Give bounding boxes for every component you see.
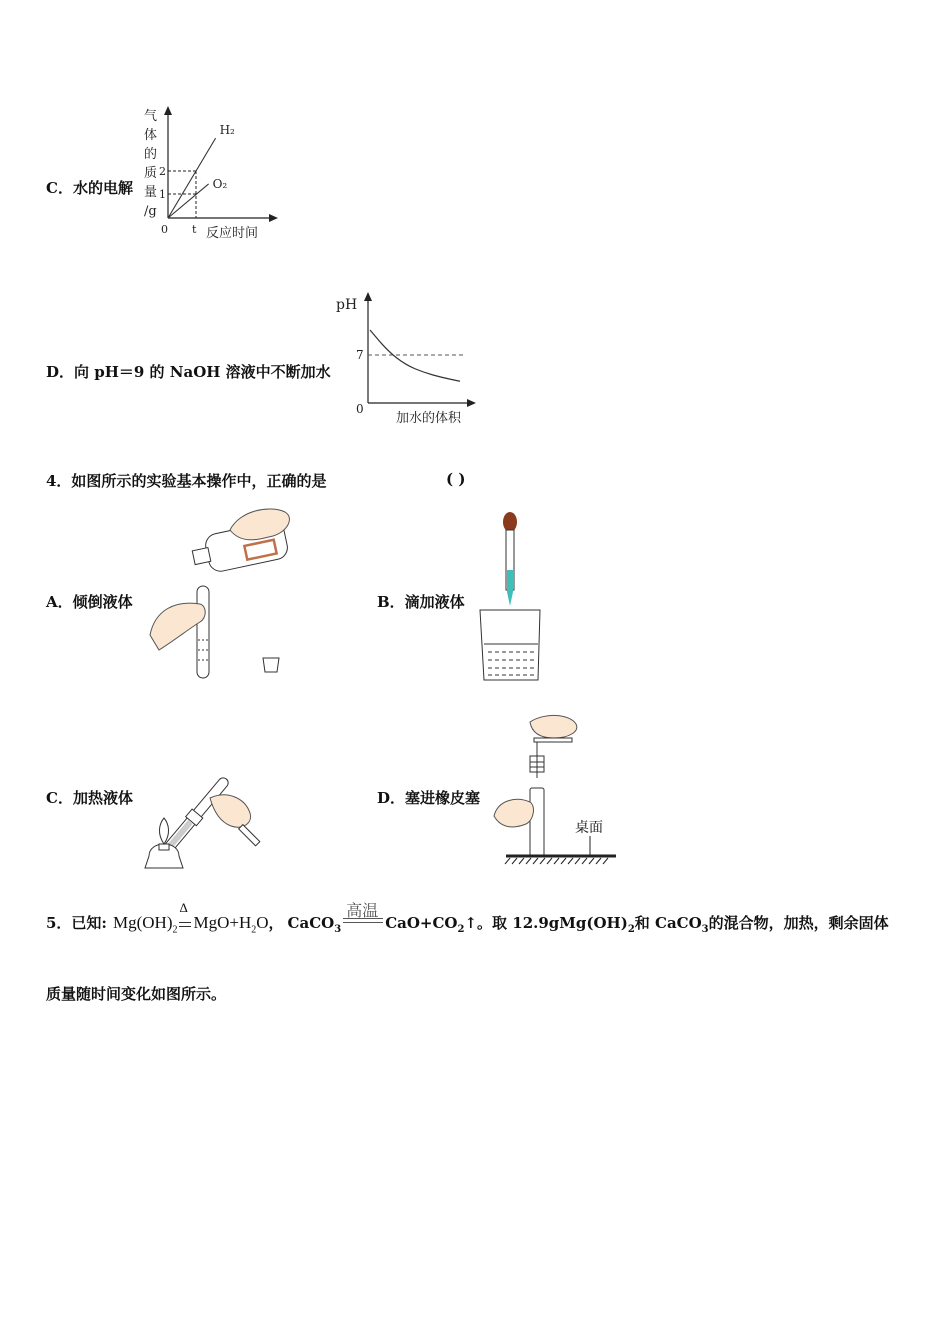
desk-hatching <box>505 858 608 864</box>
y-tick-1: 1 <box>159 188 166 201</box>
option-a-label: A．倾倒液体 <box>46 593 133 611</box>
option-c-water-electrolysis: C．水的电解 <box>46 179 133 197</box>
hatch-line <box>561 858 566 864</box>
hatch-line <box>533 858 538 864</box>
hand-top <box>530 715 577 738</box>
bottle-stopper <box>263 658 279 672</box>
mid-sub: 3 <box>701 924 709 935</box>
mg-sub: 2 <box>627 924 635 935</box>
x-axis-arrow <box>269 214 278 222</box>
hatch-line <box>575 858 580 864</box>
pouring-liquid-illustration <box>145 500 305 685</box>
y-label-char: /g <box>144 204 157 219</box>
q5-comma: ， <box>268 914 284 932</box>
series-line-o2 <box>168 184 209 218</box>
x-axis-label: 加水的体积 <box>396 411 462 426</box>
glass-tube <box>534 738 572 742</box>
hatch-line <box>603 858 608 864</box>
option-b-label: B．滴加液体 <box>377 593 465 611</box>
x-tick-t: t <box>192 223 197 236</box>
beaker <box>480 610 540 680</box>
series-line-h2 <box>168 138 216 218</box>
question-4-stem: 4．如图所示的实验基本操作中，正确的是 <box>46 472 327 490</box>
hatch-line <box>519 858 524 864</box>
option-c-label: C．加热液体 <box>46 789 133 807</box>
flame <box>159 818 168 844</box>
eq1-right-a: MgO+H <box>193 913 252 932</box>
hatch-line <box>589 858 594 864</box>
eq1-right-b: O <box>256 913 269 932</box>
hatch-line <box>512 858 517 864</box>
y-axis-arrow <box>164 106 172 115</box>
y-axis-arrow <box>364 292 372 301</box>
electrolysis-chart <box>130 100 300 250</box>
caco3: CaCO <box>287 914 335 932</box>
hatch-line <box>526 858 531 864</box>
hand-left <box>494 799 533 827</box>
option-d-ph-dilution: D．向 pH＝9 的 NaOH 溶液中不断加水 <box>46 363 331 381</box>
eq2-right-sub: 2 <box>457 924 465 935</box>
origin-label: 0 <box>356 402 364 416</box>
caco3-sub: 3 <box>334 924 342 935</box>
answer-parentheses: ( ) <box>446 470 466 488</box>
y-label-char: 量 <box>144 185 158 200</box>
y-label-char: 质 <box>144 166 158 181</box>
hatch-line <box>547 858 552 864</box>
y-tick-2: 2 <box>159 165 166 178</box>
eq1-left-sub: 2 <box>172 924 178 936</box>
eq2-tail: ↑。取 12.9gMg(OH) <box>464 914 628 932</box>
dropper-bulb <box>503 512 517 532</box>
test-tube <box>530 788 544 856</box>
hatch-line <box>505 858 510 864</box>
ph-curve <box>370 330 460 381</box>
hatch-line <box>582 858 587 864</box>
eq1-right-sub: 2 <box>251 924 257 936</box>
hatch-line <box>568 858 573 864</box>
hand <box>210 795 251 827</box>
eq2-right: CaO+CO <box>385 914 458 932</box>
q5-end: 的混合物，加热，剩余固体 <box>708 914 889 932</box>
q5-prefix: 5．已知: <box>46 914 107 932</box>
series-label-o2: O₂ <box>212 176 228 191</box>
test-tube <box>197 586 209 678</box>
series-label-h2: H₂ <box>219 123 235 138</box>
ph-dilution-chart <box>330 285 490 430</box>
q5-mid: 和 CaCO <box>634 914 702 932</box>
dropping-liquid-illustration <box>470 510 560 688</box>
desk-label: 桌面 <box>575 820 603 836</box>
eq1-condition: Δ <box>179 900 188 915</box>
y-label-char: 气 <box>144 109 158 124</box>
eq1-left: Mg(OH) <box>112 913 173 932</box>
holder-handle <box>239 825 260 846</box>
hatch-line <box>554 858 559 864</box>
y-axis-label: pH <box>336 297 358 313</box>
y-label-char: 体 <box>144 128 158 143</box>
y-tick-7: 7 <box>356 348 364 362</box>
x-axis-arrow <box>467 399 476 407</box>
insert-stopper-illustration <box>490 712 620 870</box>
y-label-char: 的 <box>144 147 158 162</box>
x-axis-label: 反应时间 <box>206 226 259 241</box>
origin-label: 0 <box>161 223 168 236</box>
question-5-line-1 <box>46 900 889 936</box>
eq2-condition: 高温 <box>346 901 379 920</box>
option-d-label: D．塞进橡皮塞 <box>377 789 481 807</box>
hatch-line <box>540 858 545 864</box>
question-5-line-2: 质量随时间变化如图所示。 <box>46 985 227 1003</box>
heating-liquid-illustration <box>135 768 265 878</box>
hatch-line <box>596 858 601 864</box>
